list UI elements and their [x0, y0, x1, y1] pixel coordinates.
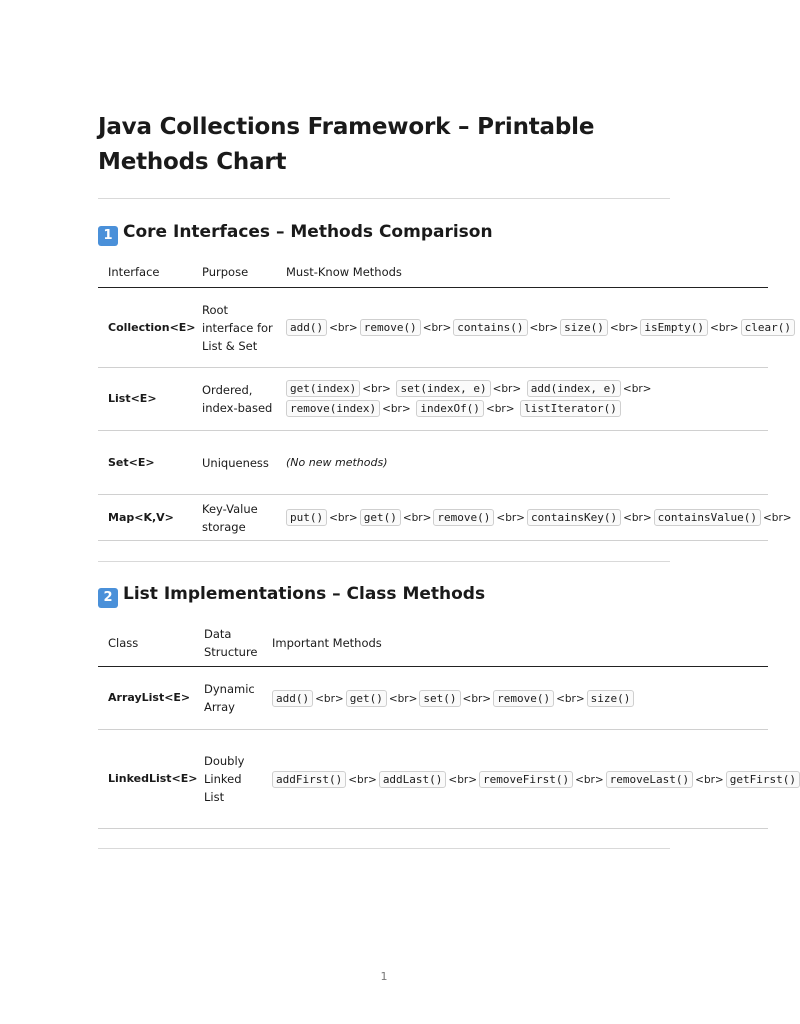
method-chip: removeLast() — [606, 771, 693, 788]
line-break-marker: <br> — [388, 692, 418, 705]
purpose-cell — [202, 368, 278, 430]
header-cell: Important Methods — [272, 636, 382, 650]
method-chip: size() — [587, 690, 635, 707]
table-row — [98, 431, 768, 495]
method-chip: containsValue() — [654, 509, 761, 526]
table-row — [98, 730, 796, 829]
class-name: LinkedList<E> — [108, 772, 198, 785]
line-break-marker: <br> — [623, 512, 652, 524]
method-chip: size() — [560, 319, 608, 336]
header-cell: Must-Know Methods — [286, 264, 402, 279]
methods-cell — [272, 667, 768, 729]
table-row — [98, 288, 791, 368]
method-chip: getFirst() — [726, 771, 800, 788]
table-row — [98, 368, 768, 431]
method-chip: remove() — [493, 690, 554, 707]
line-break-marker: <br> — [422, 322, 452, 334]
method-chip: remove(index) — [286, 400, 380, 417]
method-chip: listIterator() — [520, 400, 621, 417]
methods-cell — [286, 495, 792, 540]
purpose-cell — [202, 431, 269, 494]
structure-cell — [204, 730, 254, 828]
header-cell: Purpose — [202, 264, 249, 279]
interface-name: List<E> — [108, 392, 157, 405]
table-header-row — [98, 256, 768, 288]
methods-cell — [272, 730, 796, 828]
purpose-text: Ordered, index-based — [202, 383, 273, 415]
table-row — [98, 667, 768, 730]
line-break-marker: <br> — [329, 322, 358, 334]
line-break-marker: <br> — [710, 322, 739, 334]
page-number: 1 — [380, 970, 388, 983]
header-cell — [204, 620, 260, 666]
header-cell: Class — [108, 636, 139, 650]
method-chip: remove() — [360, 319, 421, 336]
section-heading-text: Core Interfaces – Methods Comparison — [123, 222, 493, 242]
method-chip: containsKey() — [527, 509, 621, 526]
method-chip: set() — [419, 690, 460, 707]
divider — [98, 561, 670, 562]
interface-name: Map<K,V> — [108, 510, 174, 524]
header-text: Data Structure — [204, 627, 258, 659]
method-chip: clear() — [741, 319, 795, 336]
header-cell: Interface — [108, 264, 160, 279]
structure-cell — [204, 667, 264, 729]
purpose-text: Uniqueness — [202, 455, 269, 470]
line-break-marker: <br> — [402, 512, 432, 524]
line-break-marker: <br> — [575, 773, 604, 786]
method-chip: indexOf() — [416, 400, 484, 417]
purpose-text: Key-Value storage — [202, 501, 258, 534]
line-break-marker: <br> — [315, 692, 344, 705]
line-break-marker: <br> — [622, 383, 652, 395]
structure-text: Dynamic Array — [204, 682, 255, 714]
section-heading-list-implementations — [98, 582, 485, 608]
purpose-cell — [202, 495, 278, 540]
methods-cell — [286, 288, 791, 367]
line-break-marker: <br> — [762, 512, 792, 524]
method-chip: removeFirst() — [479, 771, 573, 788]
line-break-marker: <br> — [496, 512, 525, 524]
method-chip: addLast() — [379, 771, 447, 788]
class-name: ArrayList<E> — [108, 691, 191, 704]
method-chip: remove() — [433, 509, 494, 526]
number-badge-icon: 2 — [98, 588, 118, 608]
section-heading-core-interfaces — [98, 220, 493, 246]
line-break-marker: <br> — [329, 512, 358, 524]
line-break-marker: <br> — [382, 403, 411, 415]
divider — [98, 198, 670, 199]
method-chip: add() — [286, 319, 327, 336]
line-break-marker: <br> — [556, 692, 585, 705]
divider — [98, 848, 670, 849]
line-break-marker: <br> — [485, 403, 515, 415]
methods-note: (No new methods) — [286, 455, 388, 469]
line-break-marker: <br> — [348, 773, 377, 786]
purpose-cell — [202, 288, 278, 367]
methods-cell — [286, 368, 666, 430]
line-break-marker: <br> — [609, 322, 639, 334]
section-heading-text: List Implementations – Class Methods — [123, 584, 486, 604]
methods-list — [286, 379, 666, 419]
line-break-marker: <br> — [448, 773, 477, 786]
table-row — [98, 495, 792, 541]
interface-name: Set<E> — [108, 455, 155, 469]
method-chip: get() — [360, 509, 401, 526]
table-header-row — [98, 620, 768, 667]
line-break-marker: <br> — [492, 383, 522, 395]
line-break-marker: <br> — [695, 773, 724, 786]
method-chip: isEmpty() — [640, 319, 708, 336]
purpose-text: Root interface for List & Set — [202, 302, 273, 353]
method-chip: set(index, e) — [396, 380, 490, 397]
method-chip: get() — [346, 690, 387, 707]
line-break-marker: <br> — [462, 692, 492, 705]
structure-text: Doubly Linked List — [204, 754, 245, 804]
interface-name: Collection<E> — [108, 320, 196, 334]
line-break-marker: <br> — [529, 322, 559, 334]
method-chip: get(index) — [286, 380, 360, 397]
method-chip: contains() — [453, 319, 527, 336]
page-title: Java Collections Framework – Printable Methods Chart — [98, 114, 595, 175]
number-badge-icon: 1 — [98, 226, 118, 246]
method-chip: add(index, e) — [527, 380, 621, 397]
method-chip: add() — [272, 690, 313, 707]
line-break-marker: <br> — [362, 383, 391, 395]
method-chip: addFirst() — [272, 771, 346, 788]
method-chip: put() — [286, 509, 327, 526]
